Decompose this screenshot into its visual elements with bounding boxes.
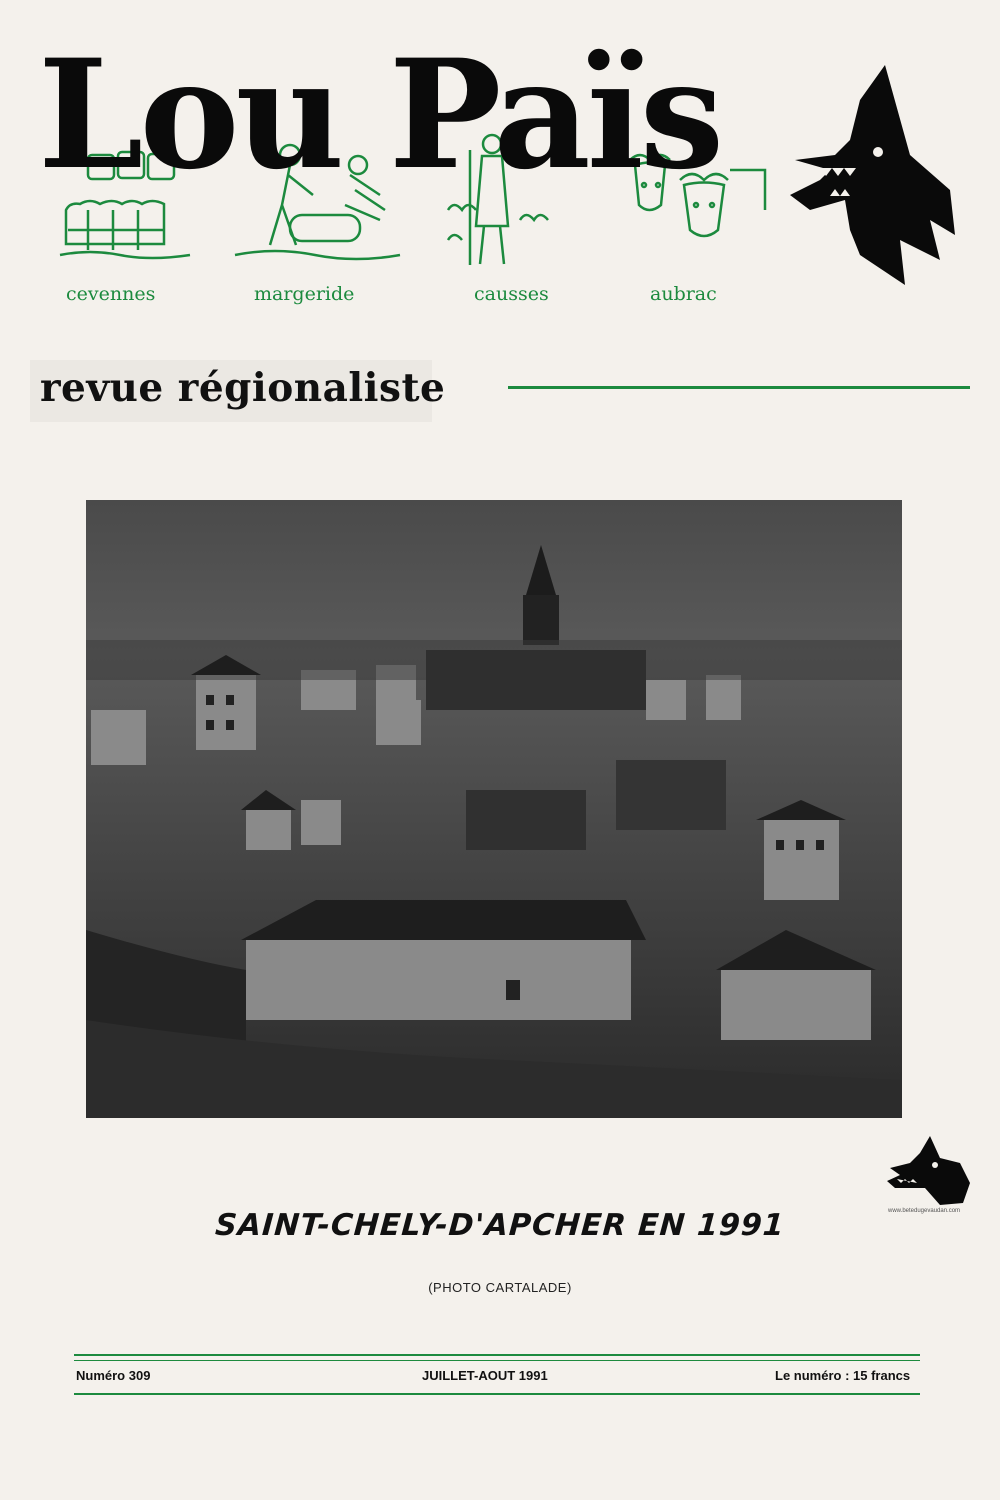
footer-rule-bottom xyxy=(74,1393,920,1395)
issue-price: Le numéro : 15 francs xyxy=(775,1368,911,1383)
region-label-aubrac: aubrac xyxy=(650,283,717,305)
wolf-head-icon xyxy=(790,60,960,290)
region-label-margeride: margeride xyxy=(254,283,355,305)
region-label-cevennes: cevennes xyxy=(66,283,156,305)
region-labels xyxy=(0,283,1000,313)
photo-caption: SAINT-CHELY-D'APCHER EN 1991 xyxy=(214,1208,786,1243)
issue-date: JUILLET-AOUT 1991 xyxy=(422,1368,548,1383)
footer-rule-top-thin xyxy=(74,1360,920,1361)
subtitle-divider xyxy=(508,386,970,389)
masthead-title: Lou Païs xyxy=(38,27,721,203)
issue-number: Numéro 309 xyxy=(76,1368,151,1383)
footer-rule-top xyxy=(74,1354,920,1356)
watermark: www.betedugevaudan.com xyxy=(888,1208,961,1214)
photo-credit: (PHOTO CARTALADE) xyxy=(428,1280,572,1295)
region-label-causses: causses xyxy=(474,283,549,305)
small-wolf-logo-icon xyxy=(885,1133,975,1208)
subtitle: revue régionaliste xyxy=(40,365,446,411)
cover-photo xyxy=(86,500,902,1118)
